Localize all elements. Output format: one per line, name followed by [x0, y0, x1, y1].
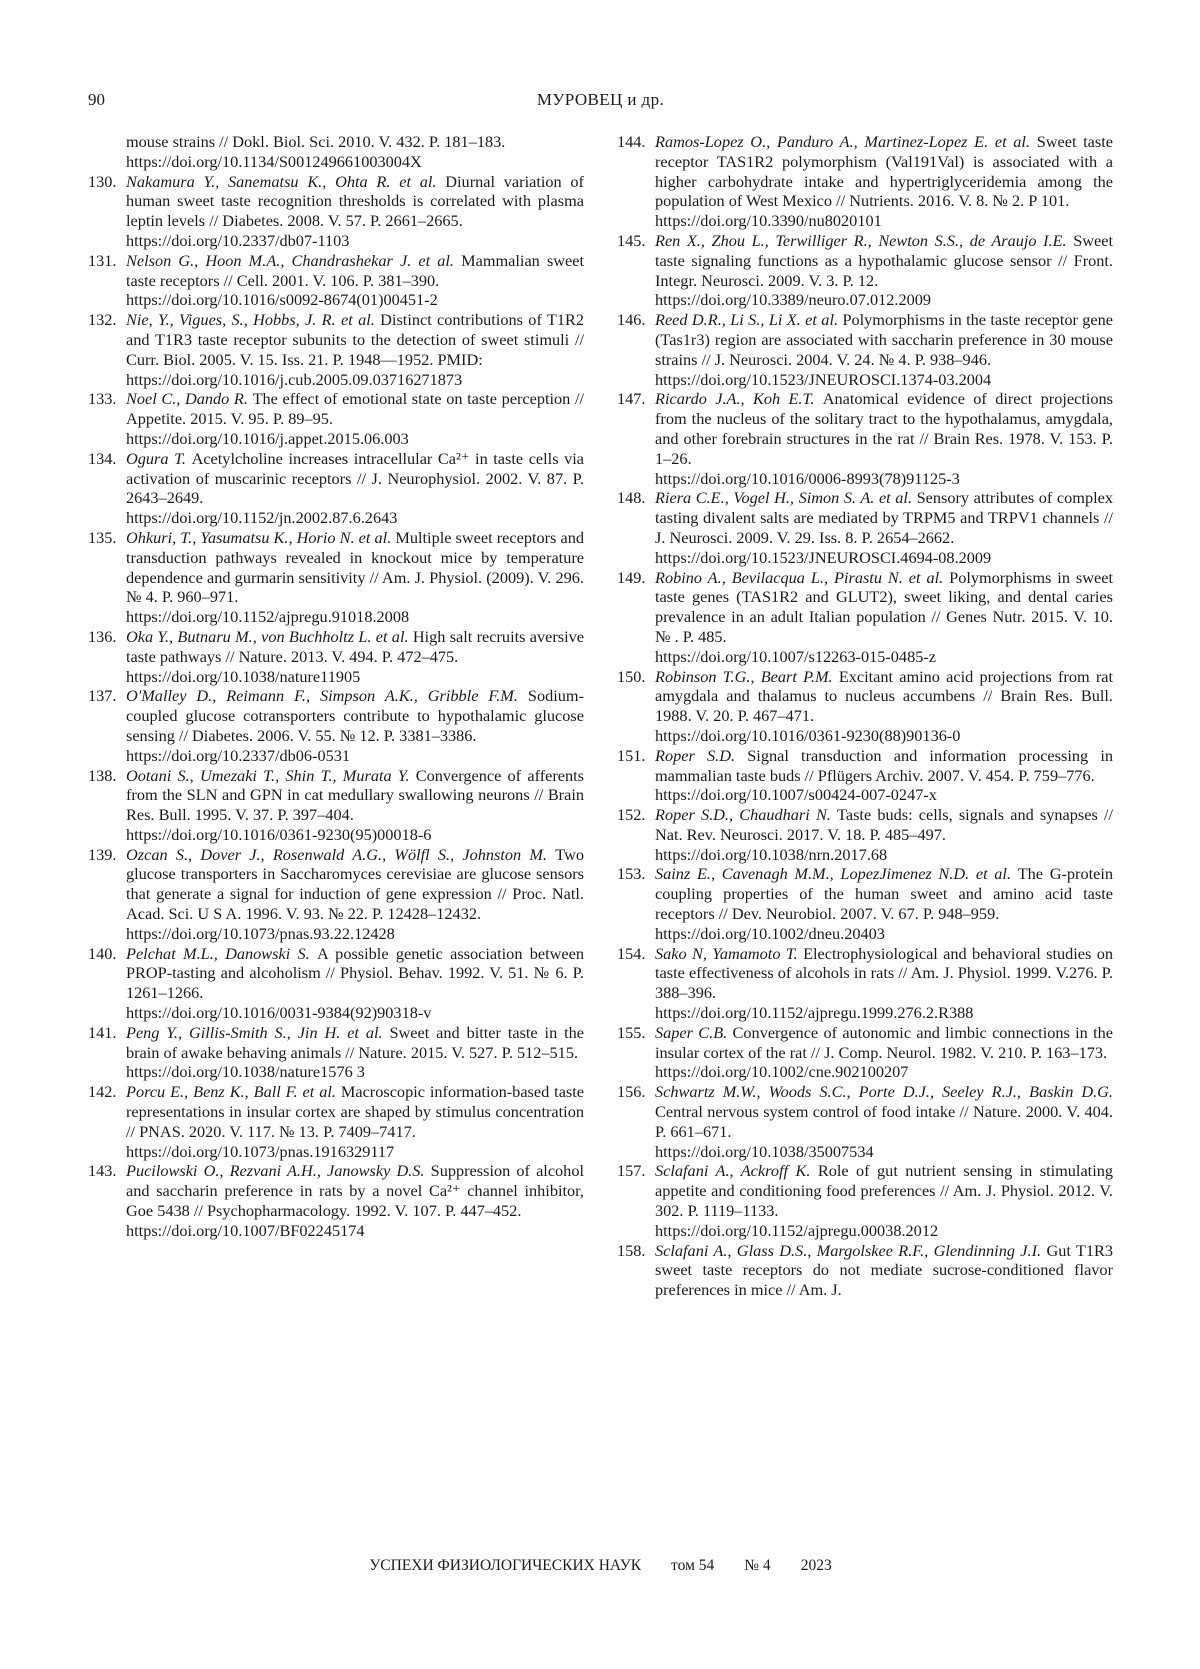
reference-number: 144. — [617, 132, 646, 151]
reference-text: High salt recruits aversive taste pathways // Nature. 2013. V. 494. P. 472–475. — [126, 626, 584, 666]
reference-item — [617, 746, 1113, 805]
reference-authors: Sako N, Yamamoto T. — [655, 943, 804, 963]
reference-body — [126, 1023, 584, 1063]
reference-body — [126, 310, 584, 369]
reference-text: Multiple sweet receptors and transduction pathways revealed in knockout mice by temperature dependence and gurmarin sensitivity // Am. J. Physiol. (2009). V. 296. № 4. P. 960–971. — [126, 527, 584, 607]
reference-text: Mammalian sweet taste receptors // Cell. 2001. V. 106. P. 381–390. — [126, 250, 585, 290]
reference-body — [655, 488, 1113, 547]
reference-item — [88, 1023, 584, 1082]
reference-text: Diurnal variation of human sweet taste recognition thresholds is correlated with plasma leptin levels // Diabetes. 2008. V. 57. P. 2661–2665. — [126, 171, 584, 231]
reference-doi: https://doi.org/10.1007/s00424-007-0247-x — [655, 785, 937, 805]
reference-doi: https://doi.org/10.1073/pnas.1916329117 — [126, 1141, 395, 1161]
reference-authors: Pelchat M.L., Danowski S. — [126, 943, 318, 963]
reference-body — [655, 231, 1113, 290]
reference-text: Macroscopic information-based taste representations in insular cortex are shaped by stimulus concentration // PNAS. 2020. V. 117. № 13. P. 7409–7417. — [126, 1082, 585, 1141]
reference-doi: https://doi.org/10.3390/nu8020101 — [655, 211, 882, 231]
reference-body — [126, 449, 584, 508]
reference-authors: Roper S.D. — [655, 745, 748, 765]
reference-doi: https://doi.org/10.1152/ajpregu.1999.276.2.R388 — [655, 1003, 974, 1023]
reference-doi: https://doi.org/10.1016/0361-9230(88)90136-0 — [655, 725, 961, 745]
reference-body — [655, 132, 1113, 211]
reference-doi: https://doi.org/10.1016/0361-9230(95)00018-6 — [126, 824, 432, 844]
reference-number: 155. — [617, 1022, 646, 1042]
reference-text: Sweet taste receptor TAS1R2 polymorphism (Val191Val) is associated with a higher carbohydrate intake and hypertriglyceridemia among the population of West Mexico // Nutrients. 2016. V. 8. № 2. P 101. — [655, 132, 1113, 211]
reference-text: Polymorphisms in the taste receptor gene (Tas1r3) region are associated with saccharin preference in 30 mouse strains // J. Neurosci. 2004. V. 24. № 4. P. 938–946. — [655, 310, 1114, 369]
reference-number: 140. — [88, 943, 117, 963]
reference-item — [88, 310, 584, 389]
reference-doi: https://doi.org/10.1038/nrn.2017.68 — [655, 844, 888, 864]
reference-authors: Robino A., Bevilacqua L., Pirastu N. et al. — [655, 567, 950, 587]
reference-number: 152. — [617, 805, 646, 825]
footer-journal-name: УСПЕХИ ФИЗИОЛОГИЧЕСКИХ НАУК — [369, 1557, 642, 1574]
reference-authors: Robinson T.G., Beart P.M. — [655, 666, 839, 686]
reference-item — [88, 627, 584, 686]
reference-authors: Ricardo J.A., Koh E.T. — [655, 389, 823, 409]
reference-body — [655, 389, 1113, 468]
reference-text: Sodium-coupled glucose cotransporters contribute to hypothalamic glucose sensing // Diabetes. 2006. V. 55. № 12. P. 3381–3386. — [126, 686, 584, 745]
reference-number: 148. — [617, 488, 646, 508]
reference-item — [617, 231, 1113, 310]
reference-body — [126, 1082, 584, 1141]
reference-body — [126, 1161, 584, 1220]
reference-text: Anatomical evidence of direct projections from the nucleus of the solitary tract to the hypothalamus, amygdala, and other forebrain structures in the rat // Brain Res. 1978. V. 153. P. 1–26. — [655, 389, 1113, 468]
reference-body — [655, 568, 1113, 647]
reference-item — [617, 389, 1113, 488]
running-title: МУРОВЕЦ и др. — [536, 90, 665, 109]
reference-doi: https://doi.org/10.3389/neuro.07.012.2009 — [655, 290, 932, 310]
reference-item — [617, 1161, 1113, 1240]
reference-authors: Riera C.E., Vogel H., Simon S. A. et al. — [655, 488, 917, 508]
references-column-right — [617, 132, 1113, 1300]
reference-item — [88, 845, 584, 944]
reference-doi: https://doi.org/10.1038/nature1576 3 — [126, 1062, 365, 1082]
reference-number: 141. — [88, 1022, 117, 1042]
references-columns — [88, 132, 1113, 1300]
reference-authors: Oka Y., Butnaru M., von Buchholtz L. et al. — [126, 626, 413, 646]
reference-item — [617, 864, 1113, 943]
reference-body — [655, 1161, 1113, 1220]
reference-doi: https://doi.org/10.2337/db07-1103 — [126, 230, 350, 250]
reference-number: 157. — [617, 1161, 646, 1181]
reference-number: 135. — [88, 527, 117, 547]
reference-body — [126, 766, 584, 825]
reference-number: 139. — [88, 844, 117, 864]
reference-item — [88, 389, 584, 448]
reference-text: Role of gut nutrient sensing in stimulating appetite and conditioning food preferences // Am. J. Physiol. 2012. V. 302. P. 1119–1133. — [655, 1161, 1114, 1221]
reference-body — [655, 944, 1113, 1003]
reference-doi: https://doi.org/10.1007/s12263-015-0485-z — [655, 646, 936, 666]
reference-text: A possible genetic association between PROP-tasting and alcoholism // Physiol. Behav. 1992. V. 51. № 6. P. 1261–1266. — [126, 943, 584, 1003]
reference-number: 134. — [88, 448, 117, 468]
reference-doi: https://doi.org/10.1152/ajpregu.91018.2008 — [126, 607, 410, 627]
reference-text: Electrophysiological and behavioral studies on taste effectiveness of alcohols in rats // Am. J. Physiol. 1999. V.276. P. 388–396. — [655, 943, 1113, 1003]
reference-item — [88, 251, 584, 310]
reference-doi: https://doi.org/10.1523/JNEUROSCI.1374-03.2004 — [655, 369, 992, 389]
reference-item — [617, 488, 1113, 567]
reference-item — [617, 1241, 1113, 1300]
reference-number: 151. — [617, 745, 646, 765]
reference-body — [655, 1023, 1113, 1063]
reference-body — [126, 845, 584, 924]
reference-number: 156. — [617, 1082, 646, 1102]
reference-text: Gut T1R3 sweet taste receptors do not mediate sucrose-conditioned flavor preferences in mice // Am. J. — [655, 1240, 1113, 1300]
reference-number: 153. — [617, 864, 646, 884]
reference-item — [88, 686, 584, 765]
reference-item — [617, 944, 1113, 1023]
reference-number: 150. — [617, 666, 646, 686]
reference-doi: https://doi.org/10.1038/nature11905 — [126, 666, 361, 686]
reference-number: 130. — [88, 171, 117, 191]
reference-item — [88, 132, 584, 172]
reference-authors: Nie, Y., Vigues, S., Hobbs, J. R. et al. — [126, 310, 381, 330]
running-header — [88, 90, 1113, 112]
reference-doi: https://doi.org/10.1038/35007534 — [655, 1141, 874, 1161]
journal-footer — [88, 1556, 1113, 1576]
reference-authors: Noel C., Dando R. — [126, 389, 253, 409]
reference-number: 145. — [617, 230, 646, 250]
reference-doi: https://doi.org/10.1016/0006-8993(78)91125-3 — [655, 468, 960, 488]
reference-item — [617, 568, 1113, 667]
reference-authors: Ogura T. — [126, 448, 192, 468]
reference-doi: https://doi.org/10.1002/dneu.20403 — [655, 923, 885, 943]
reference-text: Convergence of autonomic and limbic connections in the insular cortex of the rat // J. Comp. Neurol. 1982. V. 210. P. 163–173. — [655, 1022, 1113, 1062]
reference-number: 132. — [88, 310, 117, 330]
reference-number: 137. — [88, 686, 117, 706]
reference-item — [617, 132, 1113, 231]
reference-body — [655, 805, 1113, 845]
reference-text: Signal transduction and information processing in mammalian taste buds // Pflügers Archiv. 2007. V. 454. P. 759–776. — [655, 745, 1113, 785]
page-number: 90 — [88, 90, 105, 109]
reference-body — [126, 944, 584, 1003]
footer-issue: № 4 — [744, 1557, 771, 1574]
reference-body — [655, 667, 1113, 726]
reference-item — [88, 528, 584, 627]
reference-item — [88, 944, 584, 1023]
reference-text: The G-protein coupling properties of the human sweet and amino acid taste receptors // Dev. Neurobiol. 2007. V. 67. P. 948–959. — [655, 864, 1114, 924]
reference-number: 138. — [88, 765, 117, 785]
reference-doi: https://doi.org/10.1073/pnas.93.22.12428 — [126, 923, 395, 943]
reference-doi: https://doi.org/10.1523/JNEUROSCI.4694-08.2009 — [655, 547, 992, 567]
reference-body — [126, 627, 584, 667]
reference-authors: Roper S.D., Chaudhari N. — [655, 805, 838, 825]
reference-authors: Peng Y., Gillis-Smith S., Jin H. et al. — [126, 1022, 390, 1042]
reference-doi: https://doi.org/10.1016/j.cub.2005.09.03716271873 — [126, 369, 463, 389]
reference-authors: Nelson G., Hoon M.A., Chandrashekar J. et al. — [126, 250, 462, 270]
reference-item — [88, 449, 584, 528]
footer-volume: том 54 — [671, 1557, 715, 1574]
reference-body — [655, 1082, 1113, 1141]
reference-text: Two glucose transporters in Saccharomyces cerevisiae are glucose sensors that generate a signal for induction of gene expression // Proc. Natl. Acad. Sci. U S A. 1996. V. 93. № 22. P. 12428–12432. — [126, 844, 584, 924]
reference-number: 133. — [88, 389, 117, 409]
reference-authors: O'Malley D., Reimann F., Simpson A.K., Gribble F.M. — [126, 686, 528, 706]
reference-doi: https://doi.org/10.1002/cne.902100207 — [655, 1062, 909, 1082]
reference-number: 142. — [88, 1082, 117, 1102]
reference-item — [88, 1082, 584, 1161]
reference-number: 146. — [617, 310, 646, 330]
reference-authors: Schwartz M.W., Woods S.C., Porte D.J., Seeley R.J., Baskin D.G. — [655, 1082, 1113, 1102]
reference-body — [126, 132, 584, 152]
reference-doi: https://doi.org/10.1152/ajpregu.00038.2012 — [655, 1220, 939, 1240]
reference-number: 136. — [88, 626, 117, 646]
reference-authors: Sclafani A., Ackroff K. — [655, 1161, 818, 1181]
reference-text: Suppression of alcohol and saccharin preference in rats by a novel Ca²⁺ channel inhibitor, Goe 5438 // Psychopharmacology. 1992. V. 107. P. 447–452. — [126, 1161, 584, 1221]
reference-number: 143. — [88, 1161, 117, 1181]
reference-item — [617, 667, 1113, 746]
reference-item — [617, 310, 1113, 389]
reference-item — [617, 1023, 1113, 1082]
reference-authors: Pucilowski O., Rezvani A.H., Janowsky D.S. — [126, 1161, 431, 1181]
reference-body — [126, 686, 584, 745]
reference-number: 147. — [617, 389, 646, 409]
reference-body — [126, 172, 584, 231]
reference-item — [88, 1161, 584, 1240]
reference-number: 149. — [617, 567, 646, 587]
reference-text: Taste buds: cells, signals and synapses // Nat. Rev. Neurosci. 2017. V. 18. P. 485–497. — [655, 805, 1113, 844]
reference-authors: Saper C.B. — [655, 1022, 733, 1042]
reference-authors: Ootani S., Umezaki T., Shin T., Murata Y. — [126, 765, 416, 785]
reference-body — [126, 389, 584, 429]
reference-item — [88, 766, 584, 845]
reference-text: Sweet and bitter taste in the brain of awake behaving animals // Nature. 2015. V. 527. P. 512–515. — [126, 1022, 584, 1062]
reference-authors: Porcu E., Benz K., Ball F. et al. — [126, 1082, 341, 1102]
reference-authors: Ramos-Lopez O., Panduro A., Martinez-Lopez E. et al. — [655, 132, 1037, 151]
reference-text: Distinct contributions of T1R2 and T1R3 taste receptor subunits to the detection of sweet stimuli // Curr. Biol. 2005. V. 15. Iss. 21. P. 1948—1952. PMID: — [126, 310, 584, 369]
reference-authors: Ozcan S., Dover J., Rosenwald A.G., Wölfl S., Johnston M. — [126, 844, 556, 864]
reference-authors: Nakamura Y., Sanematsu K., Ohta R. et al. — [126, 171, 446, 191]
reference-doi: https://doi.org/10.2337/db06-0531 — [126, 745, 351, 765]
reference-item — [617, 805, 1113, 864]
reference-text: Acetylcholine increases intracellular Ca²⁺ in taste cells via activation of muscarinic receptors // J. Neurophysiol. 2002. V. 87. P. 2643–2649. — [126, 448, 584, 508]
reference-authors: Sclafani A., Glass D.S., Margolskee R.F., Glendinning J.I. — [655, 1240, 1047, 1260]
reference-doi: https://doi.org/10.1152/jn.2002.87.6.2643 — [126, 508, 398, 528]
reference-authors: Sainz E., Cavenagh M.M., LopezJimenez N.D. et al. — [655, 864, 1018, 884]
reference-text: Excitant amino acid projections from rat amygdala and thalamus to nucleus accumbens // Brain Res. Bull. 1988. V. 20. P. 467–471. — [655, 666, 1113, 726]
references-column-left — [88, 132, 584, 1300]
reference-text: Central nervous system control of food intake // Nature. 2000. V. 404. P. 661–671. — [655, 1102, 1113, 1141]
reference-number: 158. — [617, 1240, 646, 1260]
reference-text: The effect of emotional state on taste perception // Appetite. 2015. V. 95. P. 89–95. — [126, 389, 584, 429]
reference-doi: https://doi.org/10.1007/BF02245174 — [126, 1220, 365, 1240]
reference-text: Convergence of afferents from the SLN and GPN in cat medullary swallowing neurons // Brain Res. Bull. 1995. V. 37. P. 397–404. — [126, 765, 584, 825]
reference-item — [617, 1082, 1113, 1161]
reference-authors: Reed D.R., Li S., Li X. et al. — [655, 310, 843, 330]
reference-doi: https://doi.org/10.1016/s0092-8674(01)00451-2 — [126, 290, 438, 310]
reference-authors: Ohkuri, T., Yasumatsu K., Horio N. et al. — [126, 527, 396, 547]
reference-text: Polymorphisms in sweet taste genes (TAS1R2 and GLUT2), sweet liking, and dental caries prevalence in an adult Italian population // Genes Nutr. 2015. V. 10. № . P. 485. — [655, 567, 1113, 646]
reference-number: 154. — [617, 943, 646, 963]
footer-year: 2023 — [800, 1557, 832, 1574]
reference-doi: https://doi.org/10.1016/0031-9384(92)90318-v — [126, 1003, 432, 1023]
reference-authors: Ren X., Zhou L., Terwilliger R., Newton S.S., de Araujo I.E. — [655, 230, 1074, 250]
reference-body — [655, 1241, 1113, 1300]
reference-text: mouse strains // Dokl. Biol. Sci. 2010. V. 432. P. 181–183. — [126, 132, 506, 151]
reference-item — [88, 172, 584, 251]
reference-doi: https://doi.org/10.1016/j.appet.2015.06.003 — [126, 428, 409, 448]
reference-body — [655, 310, 1113, 369]
reference-body — [126, 251, 584, 291]
reference-body — [655, 746, 1113, 786]
reference-text: Sweet taste signaling functions as a hypothalamic glucose sensor // Front. Integr. Neurosci. 2009. V. 3. P. 12. — [655, 230, 1113, 290]
reference-doi: https://doi.org/10.1134/S001249661003004X — [126, 151, 422, 171]
reference-number: 131. — [88, 250, 117, 270]
reference-body — [655, 864, 1113, 923]
reference-text: Sensory attributes of complex tasting divalent salts are mediated by TRPM5 and TRPV1 channels // J. Neurosci. 2009. V. 29. Iss. 8. P. 2654–2662. — [655, 488, 1113, 547]
reference-body — [126, 528, 584, 607]
